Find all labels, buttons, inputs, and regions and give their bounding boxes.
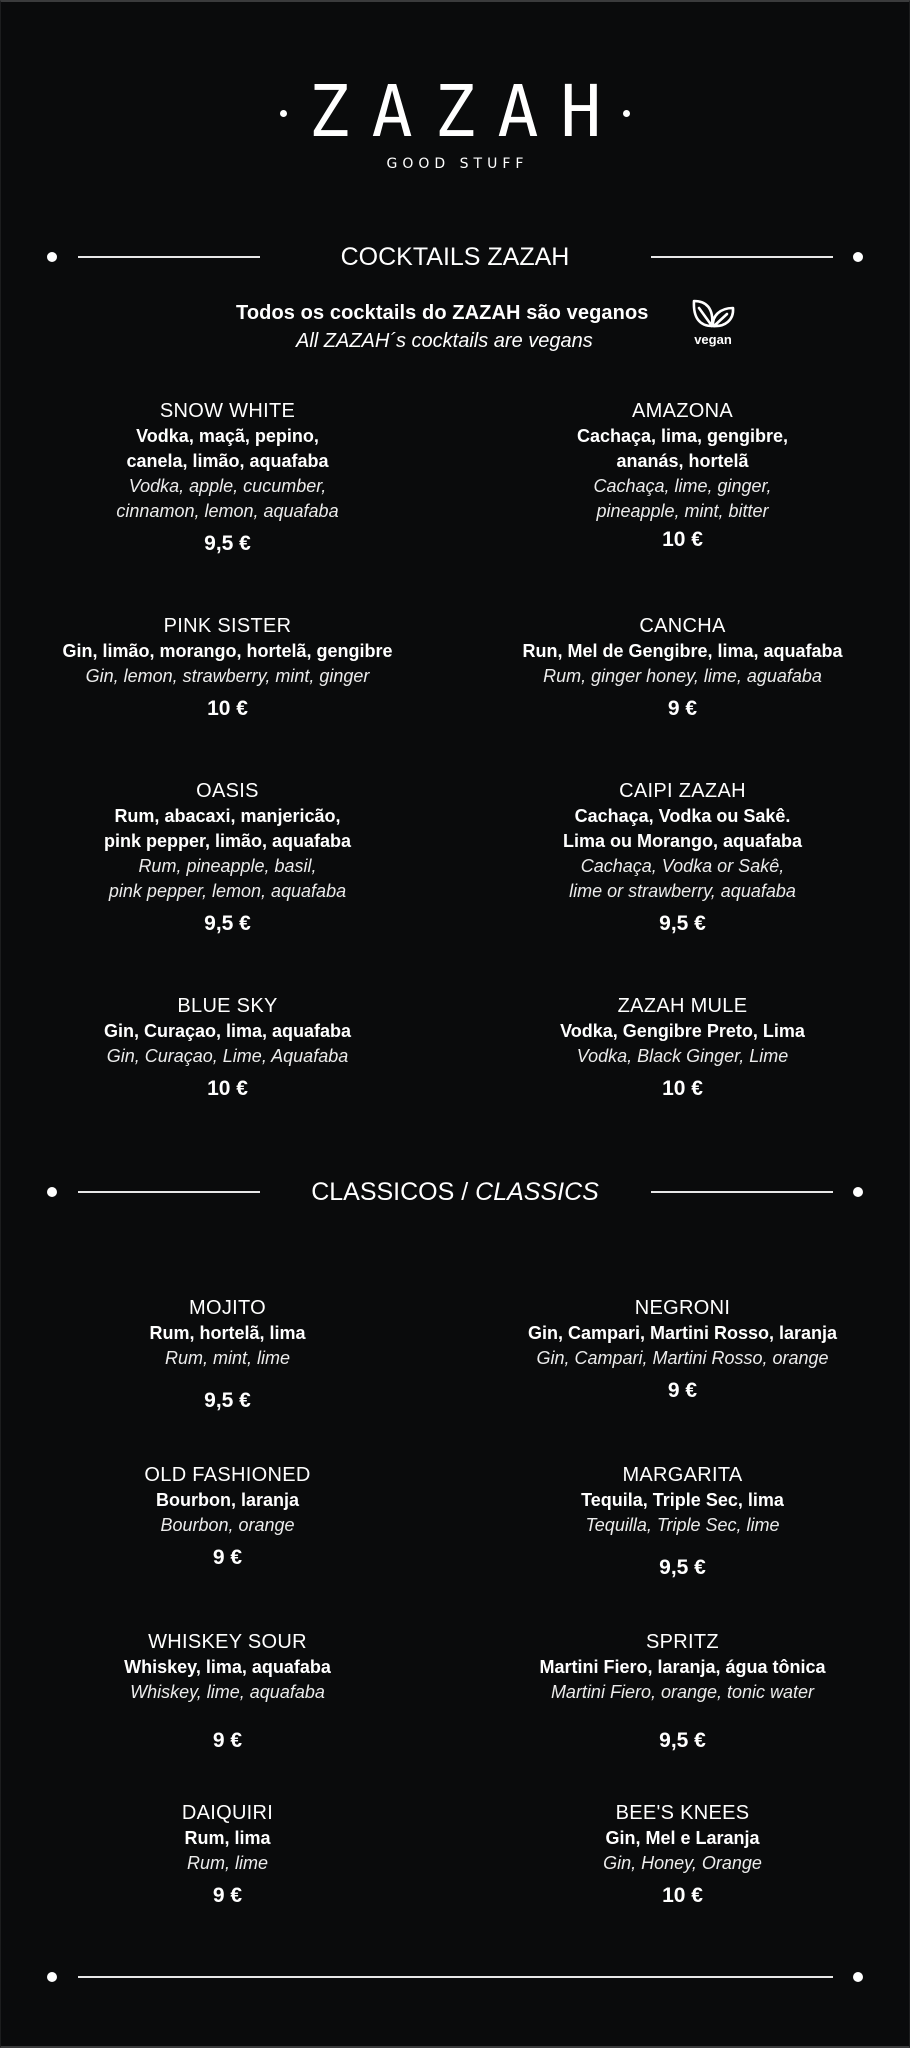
item-name: BEE'S KNEES (615, 1802, 750, 1824)
vegan-note-en: All ZAZAH´s cocktails are vegans (296, 330, 593, 352)
item-price: 9,5 € (204, 532, 251, 555)
section-title: COCKTAILS ZAZAH (340, 243, 570, 271)
section-header-cocktails (0, 242, 910, 272)
divider-dot-right (853, 252, 863, 262)
item-ingredients-pt: Lima ou Morango, aquafaba (562, 831, 803, 851)
item-ingredients-en: Vodka, apple, cucumber, (128, 476, 327, 496)
section-title-separator: / (454, 1178, 476, 1206)
menu-item (0, 993, 455, 1103)
item-ingredients-pt: Tequila, Triple Sec, lima (581, 1490, 784, 1510)
item-ingredients-pt: canela, limão, aquafaba (126, 451, 329, 471)
divider-dot-right (853, 1972, 863, 1982)
menu-item (0, 1462, 455, 1572)
item-ingredients-pt: Gin, Campari, Martini Rosso, laranja (527, 1323, 838, 1343)
menu-item (455, 1629, 910, 1755)
item-price: 9,5 € (659, 1556, 706, 1579)
item-price: 9,5 € (204, 1389, 251, 1412)
menu-item (455, 398, 910, 554)
menu-item (0, 778, 455, 938)
item-ingredients-pt: Run, Mel de Gengibre, lima, aquafaba (522, 641, 843, 661)
item-price: 9,5 € (659, 1729, 706, 1752)
item-name: OLD FASHIONED (144, 1464, 311, 1486)
item-name: CAIPI ZAZAH (619, 780, 746, 802)
item-ingredients-pt: Cachaça, lima, gengibre, (576, 426, 789, 446)
item-ingredients-en: Gin, lemon, strawberry, mint, ginger (85, 666, 370, 686)
divider-rule (78, 1976, 833, 1978)
item-ingredients-en: Whiskey, lime, aquafaba (130, 1682, 325, 1702)
item-name: BLUE SKY (177, 995, 278, 1017)
vegan-badge (688, 298, 738, 347)
item-name: MARGARITA (622, 1464, 743, 1486)
section-title-pt: CLASSICOS (311, 1178, 455, 1206)
divider-rule-right (651, 256, 833, 258)
item-ingredients-en: Rum, pineapple, basil, (138, 856, 317, 876)
item-price: 9 € (212, 1546, 243, 1569)
item-ingredients-pt: pink pepper, limão, aquafaba (103, 831, 352, 851)
item-ingredients-en: lime or strawberry, aquafaba (569, 881, 796, 901)
item-ingredients-en: Rum, lime (186, 1853, 268, 1873)
vegan-note-pt: Todos os cocktails do ZAZAH são veganos (236, 302, 649, 324)
item-name: PINK SISTER (163, 615, 292, 637)
item-ingredients-pt: Vodka, Gengibre Preto, Lima (560, 1021, 805, 1041)
item-ingredients-en: pineapple, mint, bitter (596, 501, 769, 521)
menu-item (455, 1462, 910, 1582)
menu-item (0, 1295, 455, 1415)
item-ingredients-pt: Rum, lima (184, 1828, 271, 1848)
item-name: ZAZAH MULE (617, 995, 748, 1017)
vegan-badge-label: vegan (694, 332, 732, 347)
item-name: AMAZONA (632, 400, 733, 422)
item-name: SPRITZ (646, 1631, 719, 1653)
section-header-classics (0, 1177, 910, 1207)
logo-dot-right (623, 110, 630, 117)
item-ingredients-pt: Gin, limão, morango, hortelã, gengibre (62, 641, 393, 661)
item-name: WHISKEY SOUR (148, 1631, 307, 1653)
footer-divider (0, 1962, 910, 1992)
item-name: SNOW WHITE (159, 400, 296, 422)
item-ingredients-en: Cachaça, lime, ginger, (593, 476, 772, 496)
item-price: 9,5 € (659, 912, 706, 935)
item-ingredients-en: Gin, Curaçao, Lime, Aquafaba (106, 1046, 349, 1066)
item-ingredients-en: Rum, mint, lime (164, 1348, 290, 1368)
divider-dot-right (853, 1187, 863, 1197)
menu-item (455, 993, 910, 1103)
menu-item (0, 398, 455, 558)
item-price: 10 € (207, 697, 248, 720)
divider-rule-right (651, 1191, 833, 1193)
logo-wordmark: ZAZAH (308, 71, 624, 154)
menu-item (0, 1800, 455, 1910)
item-ingredients-en: Rum, ginger honey, lime, aguafaba (543, 666, 822, 686)
item-ingredients-pt: Whiskey, lima, aquafaba (124, 1657, 331, 1677)
item-price: 10 € (662, 1884, 703, 1907)
section-title-en: CLASSICS (475, 1178, 599, 1206)
item-name: MOJITO (189, 1297, 266, 1319)
item-ingredients-en: Gin, Campari, Martini Rosso, orange (536, 1348, 829, 1368)
brand-logo (0, 71, 910, 172)
item-ingredients-pt: Martini Fiero, laranja, água tônica (539, 1657, 826, 1677)
item-name: OASIS (196, 780, 259, 802)
item-name: DAIQUIRI (181, 1802, 274, 1824)
menu-item (455, 613, 910, 723)
item-price: 10 € (662, 1077, 703, 1100)
logo-dot-left (280, 110, 287, 117)
item-ingredients-en: Tequilla, Triple Sec, lime (585, 1515, 780, 1535)
item-ingredients-pt: Rum, abacaxi, manjericão, (114, 806, 341, 826)
item-ingredients-pt: ananás, hortelã (616, 451, 749, 471)
item-ingredients-en: Gin, Honey, Orange (603, 1853, 762, 1873)
item-ingredients-pt: Bourbon, laranja (155, 1490, 299, 1510)
item-price: 10 € (662, 528, 703, 551)
item-price: 9 € (212, 1884, 243, 1907)
menu-item (0, 613, 455, 723)
item-ingredients-en: cinnamon, lemon, aquafaba (116, 501, 339, 521)
item-ingredients-en: Vodka, Black Ginger, Lime (576, 1046, 789, 1066)
vegan-leaf-icon (690, 298, 736, 330)
item-ingredients-pt: Gin, Curaçao, lima, aquafaba (103, 1021, 352, 1041)
item-price: 9 € (212, 1729, 243, 1752)
menu-item (455, 1800, 910, 1910)
item-ingredients-pt: Gin, Mel e Laranja (605, 1828, 760, 1848)
item-price: 9 € (667, 697, 698, 720)
item-price: 9 € (667, 1379, 698, 1402)
item-name: NEGRONI (634, 1297, 731, 1319)
item-ingredients-pt: Cachaça, Vodka ou Sakê. (574, 806, 791, 826)
item-name: CANCHA (639, 615, 726, 637)
divider-dot-left (47, 1972, 57, 1982)
logo-tagline: GOOD STUFF (386, 156, 529, 172)
menu-item (0, 1629, 455, 1755)
menu-item (455, 778, 910, 938)
item-ingredients-en: pink pepper, lemon, aquafaba (108, 881, 347, 901)
item-ingredients-en: Martini Fiero, orange, tonic water (550, 1682, 815, 1702)
item-ingredients-pt: Rum, hortelã, lima (149, 1323, 306, 1343)
menu-item (455, 1295, 910, 1405)
item-price: 10 € (207, 1077, 248, 1100)
item-ingredients-en: Bourbon, orange (160, 1515, 295, 1535)
item-ingredients-en: Cachaça, Vodka or Sakê, (580, 856, 785, 876)
item-ingredients-pt: Vodka, maçã, pepino, (136, 426, 319, 446)
item-price: 9,5 € (204, 912, 251, 935)
